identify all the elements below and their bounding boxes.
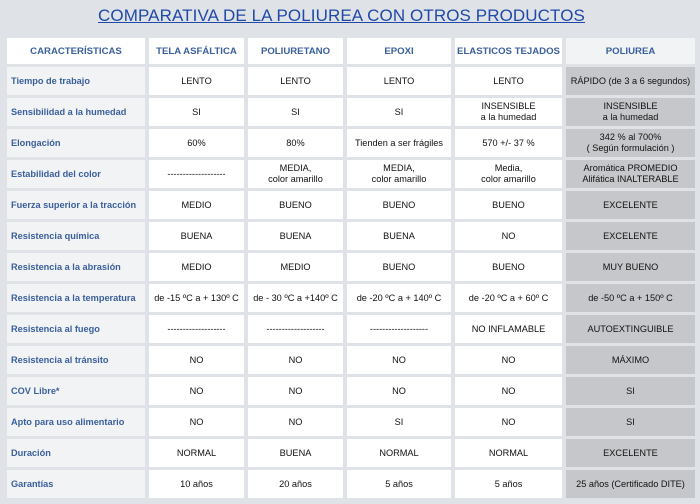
cell-text: Media, — [494, 163, 523, 173]
header-poliurea: POLIUREA — [566, 38, 695, 64]
row-label: Resistencia a la abrasión — [7, 253, 145, 281]
cell-text: Tienden a ser frágiles — [354, 137, 443, 148]
cell-text: LENTO — [280, 75, 311, 86]
cell-text: a la humedad — [480, 112, 537, 122]
cell-text: BUENO — [382, 199, 416, 210]
table-cell — [455, 377, 562, 405]
cell-text: NORMAL — [176, 447, 217, 458]
row-label: Estabilidad del color — [7, 160, 145, 188]
cell-text: 20 años — [279, 478, 312, 489]
cell-text: RÁPIDO (de 3 a 6 segundos) — [570, 75, 691, 86]
table-cell — [149, 160, 244, 188]
poliurea-cell — [566, 408, 695, 436]
cell-text: BUENO — [382, 261, 416, 272]
table-cell — [149, 470, 244, 498]
table-cell — [455, 315, 562, 343]
cell-text: NO — [392, 385, 406, 396]
table-cell — [248, 67, 343, 95]
table-row — [7, 67, 695, 95]
cell-text: EXCELENTE — [603, 447, 658, 458]
poliurea-cell — [566, 98, 695, 126]
cell-text: SI — [291, 106, 300, 117]
table-cell — [248, 222, 343, 250]
table-cell — [149, 408, 244, 436]
table-cell — [455, 470, 562, 498]
row-label: Sensibilidad a la humedad — [7, 98, 145, 126]
cell-text: EXCELENTE — [603, 230, 658, 241]
header-caracteristicas: CARACTERÍSTICAS — [7, 38, 145, 64]
cell-text: Aromática PROMEDIO — [583, 163, 678, 173]
poliurea-cell — [566, 377, 695, 405]
table-cell — [347, 160, 451, 188]
cell-text: NO — [501, 230, 516, 241]
poliurea-cell — [566, 315, 695, 343]
cell-text: color amarillo — [371, 174, 427, 184]
cell-text: LENTO — [493, 75, 524, 86]
table-cell — [248, 470, 343, 498]
table-cell — [347, 346, 451, 374]
cell-text: de -50 ºC a + 150º C — [588, 292, 673, 303]
cell-text: MUY BUENO — [602, 261, 659, 272]
cell-text: 60% — [187, 137, 206, 148]
header-tela-asfaltica: TELA ASFÁLTICA — [149, 38, 244, 64]
cell-text: ------------------- — [167, 323, 226, 334]
table-cell — [347, 253, 451, 281]
cell-text: 342 % al 700% — [599, 132, 662, 142]
table-row — [7, 253, 695, 281]
cell-text: BUENA — [383, 230, 415, 241]
poliurea-cell — [566, 67, 695, 95]
cell-text: de -20 ºC a + 60º C — [468, 292, 549, 303]
table-cell — [455, 67, 562, 95]
poliurea-cell — [566, 129, 695, 157]
table-cell — [347, 67, 451, 95]
cell-text: color amarillo — [481, 174, 536, 184]
row-label: COV Libre* — [7, 377, 145, 405]
row-label: Resistencia a la temperatura — [7, 284, 145, 312]
cell-text: 10 años — [180, 478, 213, 489]
table-row — [7, 191, 695, 219]
table-cell — [455, 346, 562, 374]
table-cell — [248, 129, 343, 157]
poliurea-cell — [566, 222, 695, 250]
cell-text: BUENO — [279, 199, 312, 210]
cell-text: MEDIO — [181, 261, 212, 272]
cell-text: NO — [501, 385, 516, 396]
table-cell — [248, 253, 343, 281]
cell-text: EXCELENTE — [603, 199, 658, 210]
table-cell — [455, 408, 562, 436]
cell-text: BUENO — [492, 261, 525, 272]
cell-text: Alifática INALTERABLE — [582, 174, 679, 184]
cell-text: NO — [288, 416, 303, 427]
poliurea-cell — [566, 160, 695, 188]
cell-text: MEDIA, — [383, 163, 415, 173]
table-cell — [248, 439, 343, 467]
cell-text: NO — [189, 385, 204, 396]
cell-text: NO — [501, 354, 516, 365]
cell-text: a la humedad — [602, 112, 659, 122]
table-cell — [248, 160, 343, 188]
table-cell — [149, 346, 244, 374]
cell-text: MEDIA, — [279, 163, 312, 173]
table-cell — [149, 284, 244, 312]
cell-text: SI — [626, 385, 635, 396]
poliurea-cell — [566, 284, 695, 312]
table-cell — [455, 439, 562, 467]
cell-text: LENTO — [383, 75, 415, 86]
table-cell — [455, 284, 562, 312]
cell-text: ( Según formulación ) — [586, 143, 675, 153]
table-cell — [455, 160, 562, 188]
row-label: Elongación — [7, 129, 145, 157]
table-row — [7, 408, 695, 436]
cell-text: NO — [501, 416, 516, 427]
row-label: Resistencia al fuego — [7, 315, 145, 343]
table-cell — [149, 98, 244, 126]
table-row — [7, 315, 695, 343]
cell-text: 80% — [286, 137, 305, 148]
cell-text: BUENA — [180, 230, 213, 241]
cell-text: 5 años — [385, 478, 413, 489]
table-cell — [248, 98, 343, 126]
cell-text: NO — [189, 354, 204, 365]
row-label: Duración — [7, 439, 145, 467]
table-row — [7, 160, 695, 188]
cell-text: SI — [394, 416, 404, 427]
cell-text: NORMAL — [379, 447, 419, 458]
table-row — [7, 346, 695, 374]
table-cell — [149, 439, 244, 467]
cell-text: color amarillo — [268, 174, 323, 184]
table-cell — [248, 408, 343, 436]
table-cell — [248, 377, 343, 405]
cell-text: NO — [288, 354, 303, 365]
cell-text: SI — [192, 106, 201, 117]
table-row — [7, 284, 695, 312]
table-cell — [347, 377, 451, 405]
table-cell — [455, 191, 562, 219]
row-label: Apto para uso alimentario — [7, 408, 145, 436]
row-label: Garantías — [7, 470, 145, 498]
cell-text: NORMAL — [488, 447, 529, 458]
cell-text: MEDIO — [280, 261, 311, 272]
poliurea-cell — [566, 253, 695, 281]
cell-text: BUENA — [279, 230, 312, 241]
cell-text: 25 años (Certificado DITE) — [576, 478, 685, 489]
table-row — [7, 470, 695, 498]
header-epoxi: EPOXI — [347, 38, 451, 64]
cell-text: de -15 ºC a + 130º C — [154, 292, 239, 303]
table-cell — [149, 129, 244, 157]
cell-text: BUENA — [279, 447, 312, 458]
table-cell — [347, 315, 451, 343]
cell-text: de -20 ºC a + 140º C — [356, 292, 442, 303]
poliurea-cell — [566, 470, 695, 498]
cell-text: NO — [189, 416, 204, 427]
row-label: Tiempo de trabajo — [7, 67, 145, 95]
cell-text: SI — [394, 106, 404, 117]
comparison-table — [3, 35, 699, 501]
table-row — [7, 222, 695, 250]
table-body — [7, 38, 695, 498]
cell-text: de - 30 ºC a +140º C — [253, 292, 338, 303]
cell-text: ------------------- — [369, 323, 429, 334]
table-row — [7, 129, 695, 157]
table-cell — [455, 253, 562, 281]
table-cell — [149, 315, 244, 343]
cell-text: INSENSIBLE — [481, 101, 536, 111]
cell-text: NO — [392, 354, 406, 365]
poliurea-cell — [566, 191, 695, 219]
table-cell — [248, 191, 343, 219]
cell-text: AUTOEXTINGUIBLE — [587, 323, 674, 334]
table-cell — [347, 439, 451, 467]
table-row — [7, 98, 695, 126]
row-label: Resistencia química — [7, 222, 145, 250]
table-cell — [149, 191, 244, 219]
table-cell — [347, 191, 451, 219]
header-poliuretano: POLIURETANO — [248, 38, 343, 64]
table-row — [7, 377, 695, 405]
table-cell — [149, 377, 244, 405]
cell-text: BUENO — [492, 199, 525, 210]
cell-text: 570 +/- 37 % — [482, 137, 535, 148]
poliurea-cell — [566, 346, 695, 374]
table-cell — [347, 222, 451, 250]
table-row — [7, 439, 695, 467]
table-cell — [248, 315, 343, 343]
row-label: Resistencia al tránsito — [7, 346, 145, 374]
cell-text: SI — [626, 416, 635, 427]
cell-text: NO INFLAMABLE — [471, 323, 546, 334]
header-elasticos-tejados: ELASTICOS TEJADOS — [455, 38, 562, 64]
table-cell — [149, 67, 244, 95]
table-header-row — [7, 38, 695, 64]
table-cell — [347, 284, 451, 312]
table-cell — [347, 129, 451, 157]
cell-text: NO — [288, 385, 303, 396]
cell-text: INSENSIBLE — [603, 101, 658, 111]
table-cell — [248, 284, 343, 312]
cell-text: LENTO — [181, 75, 212, 86]
cell-text: ------------------- — [167, 168, 226, 179]
cell-text: 5 años — [494, 478, 523, 489]
table-cell — [248, 346, 343, 374]
table-cell — [347, 470, 451, 498]
row-label: Fuerza superior a la tracción — [7, 191, 145, 219]
table-cell — [347, 408, 451, 436]
table-cell — [149, 222, 244, 250]
cell-text: MÁXIMO — [611, 354, 650, 365]
table-cell — [149, 253, 244, 281]
table-cell — [455, 222, 562, 250]
page-title: COMPARATIVA DE LA POLIUREA CON OTROS PRODUCTOS — [98, 6, 585, 25]
table-cell — [347, 98, 451, 126]
poliurea-cell — [566, 439, 695, 467]
cell-text: MEDIO — [181, 199, 212, 210]
table-cell — [455, 98, 562, 126]
table-cell — [455, 129, 562, 157]
cell-text: ------------------- — [266, 323, 325, 334]
